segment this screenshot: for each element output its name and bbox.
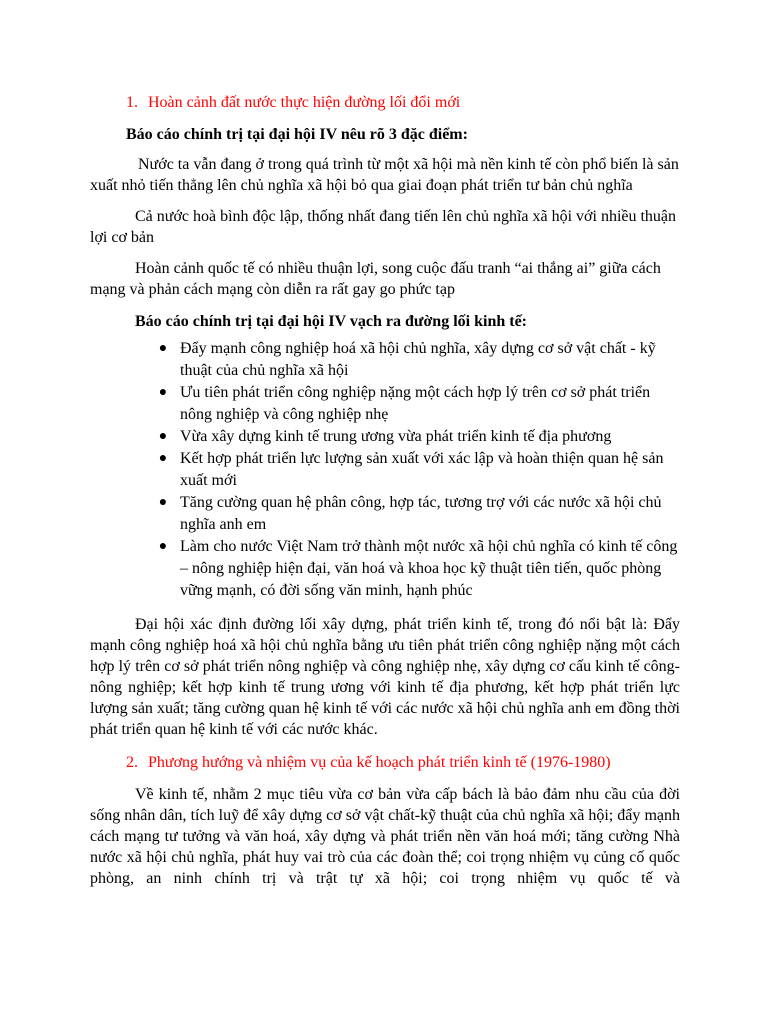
bullet-icon: ● [158, 385, 168, 400]
bullet-icon: ● [158, 495, 168, 510]
section-1-number: 1. [126, 94, 138, 111]
bullet-icon: ● [158, 451, 168, 466]
economic-line-list [90, 338, 680, 602]
list-item [158, 448, 680, 492]
list-item-text: Ưu tiên phát triển công nghiệp nặng một cách hợp lý trên cơ sở phát triển nông nghiệp và công nghiệp nhẹ [180, 384, 651, 423]
list-item-text: Tăng cường quan hệ phân công, hợp tác, tương trợ với các nước xã hội chủ nghĩa anh em [180, 494, 662, 533]
list-item [158, 426, 680, 448]
list-item-text: Đẩy mạnh công nghiệp hoá xã hội chủ nghĩa, xây dựng cơ sở vật chất - kỹ thuật của chủ nghĩa xã hội [180, 340, 656, 379]
feature-paragraph-1: Nước ta vẫn đang ở trong quá trình từ một xã hội mà nền kinh tế còn phổ biến là sản xuất nhỏ tiến thẳng lên chủ nghĩa xã hội bỏ qua giai đoạn phát triển tư bản chủ nghĩa [90, 156, 679, 194]
list-item-text: Làm cho nước Việt Nam trở thành một nước xã hội chủ nghĩa có kinh tế công – nông nghiệp hiện đại, văn hoá và khoa học kỹ thuật tiên tiến, quốc phòng vững mạnh, có đời sống văn minh, hạnh phúc [180, 538, 678, 599]
list-item [158, 492, 680, 536]
feature-paragraph-3: Hoàn cảnh quốc tế có nhiều thuận lợi, song cuộc đấu tranh “ai thắng ai” giữa cách mạng và phản cách mạng còn diễn ra rất gay go phức tạp [90, 260, 661, 298]
list-item [158, 536, 680, 602]
list-item-text: Kết hợp phát triển lực lượng sản xuất với xác lập và hoàn thiện quan hệ sản xuất mới [180, 450, 664, 489]
section-1-heading [90, 92, 680, 113]
summary-paragraph: Đại hội xác định đường lối xây dựng, phát triển kinh tế, trong đó nổi bật là: Đẩy mạnh công nghiệp hoá xã hội chủ nghĩa bằng ưu tiên phát triển công nghiệp nặng một cách hợp lý trên cơ sở phát triển nông nghiệp và công nghiệp nhẹ, xây dựng cơ cấu kinh tế công-nông nghiệp; kết hợp kinh tế trung ương với kinh tế địa phương, kết hợp phát triển lực lượng sản xuất; tăng cường quan hệ kinh tế với các nước xã hội chủ nghĩa anh em đồng thời phát triển quan hệ kinh tế với các nước khác. [90, 616, 680, 738]
section-2-heading [90, 752, 680, 773]
list-item-text: Vừa xây dựng kinh tế trung ương vừa phát triển kinh tế địa phương [180, 428, 612, 445]
list-item [158, 338, 680, 382]
section-2-paragraph: Về kinh tế, nhằm 2 mục tiêu vừa cơ bản vừa cấp bách là bảo đảm nhu cầu của đời sống nhân dân, tích luỹ để xây dựng cơ sở vật chất-kỹ thuật của chủ nghĩa xã hội; đẩy mạnh cách mạng tư tưởng và văn hoá, xây dựng và phát triển nền văn hoá mới; tăng cường Nhà nước xã hội chủ nghĩa, phát huy vai trò của các đoàn thể; coi trọng nhiệm vụ củng cố quốc phòng, an ninh chính trị và trật tự xã hội; coi trọng nhiệm vụ quốc tế và [90, 786, 680, 887]
list-item [158, 382, 680, 426]
bullet-icon: ● [158, 539, 168, 554]
bullet-icon: ● [158, 341, 168, 356]
document-page [90, 0, 680, 889]
section-2-title: Phương hướng và nhiệm vụ của kế hoạch phát triển kinh tế (1976-1980) [148, 754, 611, 771]
report-heading-economic-line: Báo cáo chính trị tại đại hội IV vạch ra đường lối kinh tế: [135, 313, 527, 330]
section-2-number: 2. [126, 754, 138, 771]
report-heading-features: Báo cáo chính trị tại đại hội IV nêu rõ 3 đặc điểm: [126, 126, 468, 143]
bullet-icon: ● [158, 429, 168, 444]
section-1-title: Hoàn cảnh đất nước thực hiện đường lối đổi mới [148, 94, 461, 111]
feature-paragraph-2: Cả nước hoà bình độc lập, thống nhất đang tiến lên chủ nghĩa xã hội với nhiều thuận lợi cơ bản [90, 208, 677, 246]
